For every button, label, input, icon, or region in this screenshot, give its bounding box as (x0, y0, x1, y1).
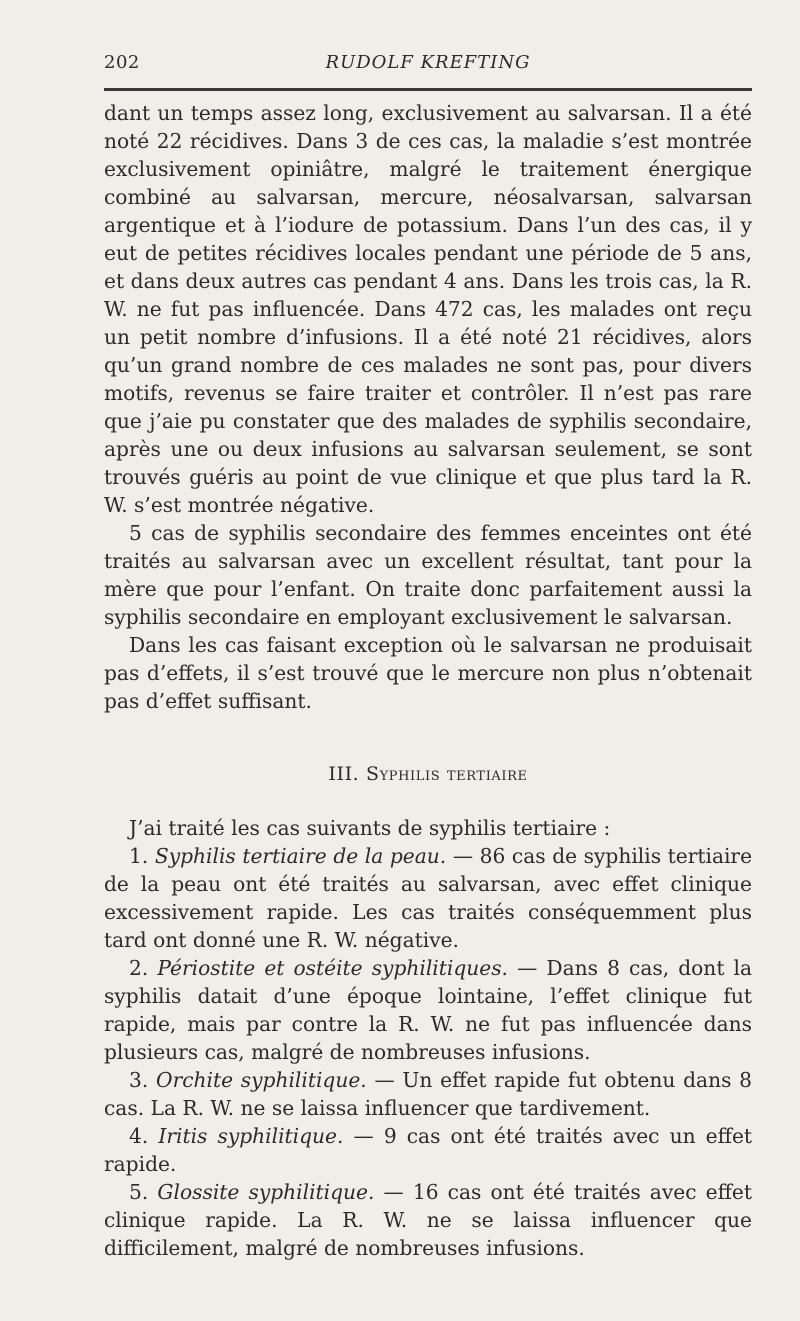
item-text: 9 cas ont été traités avec un effet rapide. (104, 1124, 753, 1176)
item-dash: — (452, 844, 473, 868)
item-title: Périostite et ostéite syphilitiques. (157, 956, 508, 980)
paragraph-continuation: dant un temps assez long, exclusivement au salvarsan. Il a été noté 22 récidives. Dans 3 de ces cas, la maladie s’est montrée exclusivement opiniâtre, malgré le traitement énergique combiné au salvarsan, mercure, néosalvarsan, salvarsan argentique et à l’iodure de potassium. Dans l’un des cas, il y eut de petites récidives locales pendant une période de 5 ans, et dans deux autres cas pendant 4 ans. Dans les trois cas, la R. W. ne fut pas influencée. Dans 472 cas, les malades ont reçu un petit nombre d’infusions. Il a été noté 21 récidives, alors qu’un grand nombre de ces malades ne sont pas, pour divers motifs, revenus se faire traiter et contrôler. Il n’est pas rare que j’aie pu constater que des malades de syphilis secondaire, après une ou deux infusions au salvarsan seulement, se sont trouvés guéris au point de vue clinique et que plus tard la R. W. s’est montrée négative. (104, 101, 752, 517)
item-text: 16 cas ont été traités avec effet clinique rapide. La R. W. ne se laissa influencer que difficilement, malgré de nombreuses infusions. (104, 1180, 752, 1260)
item-number: 3. (129, 1068, 149, 1092)
item-title: Syphilis tertiaire de la peau. (154, 844, 447, 868)
item-dash: — (383, 1180, 404, 1204)
running-title: RUDOLF KREFTING (325, 52, 531, 73)
page-number: 202 (104, 52, 140, 73)
header-rule (104, 88, 752, 91)
item-number: 4. (129, 1124, 149, 1148)
item-number: 1. (129, 844, 149, 868)
list-item (104, 1122, 752, 1178)
section-heading (104, 760, 752, 788)
section-intro: J’ai traité les cas suivants de syphilis tertiaire : (129, 816, 611, 840)
item-title: Iritis syphilitique. (158, 1124, 344, 1148)
item-text: Un effet rapide fut obtenu dans 8 cas. La R. W. ne se laissa influencer que tardivement. (104, 1068, 753, 1120)
section-title: Syphilis tertiaire (365, 763, 528, 785)
page-header (104, 52, 752, 76)
list-item (104, 1178, 752, 1262)
item-dash: — (374, 1068, 395, 1092)
item-title: Glossite syphilitique. (157, 1180, 375, 1204)
paragraph-pregnant-women: 5 cas de syphilis secondaire des femmes enceintes ont été traités au salvarsan avec un excellent résultat, tant pour la mère que pour l’enfant. On traite donc parfaitement aussi la syphilis secondaire en employant exclusivement le salvarsan. (104, 521, 752, 629)
item-dash: — (353, 1124, 374, 1148)
paragraph-exceptions: Dans les cas faisant exception où le salvarsan ne produisait pas d’effets, il s’est trouvé que le mercure non plus n’obtenait pas d’effet suffisant. (104, 633, 752, 713)
list-item (104, 1066, 752, 1122)
list-item (104, 954, 752, 1066)
item-title: Orchite syphilitique. (156, 1068, 367, 1092)
section-numeral: III. (328, 763, 360, 785)
body-text (104, 99, 752, 1262)
item-text: Dans 8 cas, dont la syphilis datait d’une époque lointaine, l’effet clinique fut rapide, mais par contre la R. W. ne fut pas influencée dans plusieurs cas, malgré de nombreuses infusions. (104, 956, 753, 1064)
list-item (104, 842, 752, 954)
item-number: 2. (129, 956, 149, 980)
item-dash: — (517, 956, 538, 980)
item-number: 5. (129, 1180, 149, 1204)
item-text: 86 cas de syphilis tertiaire de la peau ont été traités au salvarsan, avec effet clinique excessivement rapide. Les cas traités conséquemment plus tard ont donné une R. W. négative. (104, 844, 753, 952)
